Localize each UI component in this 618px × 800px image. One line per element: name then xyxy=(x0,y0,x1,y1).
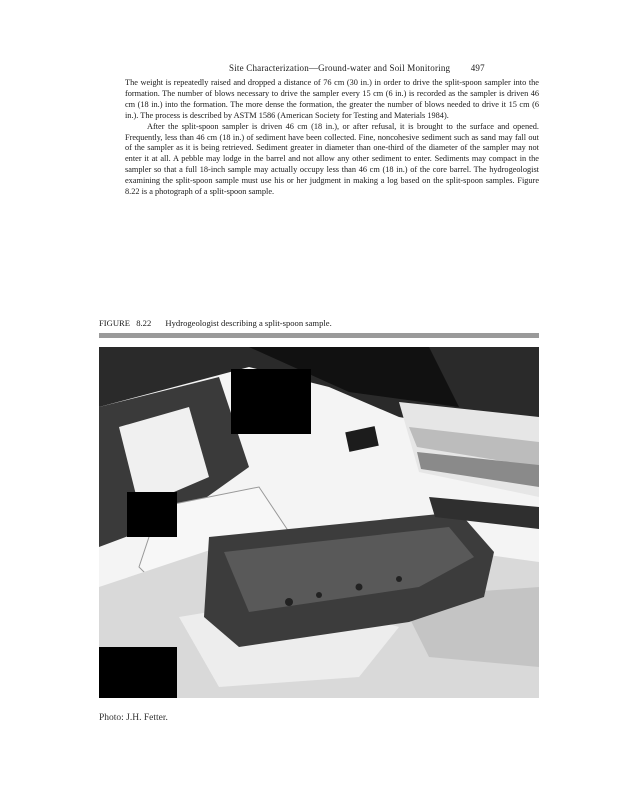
paragraph-1: The weight is repeatedly raised and dropped a distance of 76 cm (30 in.) in order to drive the split-spoon sampler into the formation. The number of blows necessary to drive the sampler every 15 cm (6 in.) is recorded as the sampler is driven 46 cm (18 in.) into the formation. The more dense the formation, the greater the number of blows needed to drive it 15 cm (6 in.). The process is described by ASTM 1586 (American Society for Testing and Materials 1984). xyxy=(125,78,539,120)
figure-label: FIGURE xyxy=(99,318,131,328)
running-title: Site Characterization—Ground-water and Soil Monitoring xyxy=(229,63,451,73)
paragraph-2: After the split-spoon sampler is driven 46 cm (18 in.), or after refusal, it is brought to the surface and opened. Frequently, less than 46 cm (18 in.) of sediment have been collected. Fine, noncohesive sediment such as sand may fall out of the sampler as it is being retrieved. Sediment greater in diameter than one-third of the diameter of the sampler may not enter it at all. A pebble may lodge in the barrel and not allow any other sediment to enter. Sediments may compact in the sampler so that a full 18-inch sample may actually occupy less than 46 cm (18 in.) of the core barrel. The hydrogeologist examining the split-spoon sample must use his or her judgment in making a log based on the split-spoon samples. Figure 8.22 is a photograph of a split-spoon sample. xyxy=(125,121,539,197)
body-text xyxy=(125,78,539,198)
running-header xyxy=(229,63,539,73)
figure-caption xyxy=(99,318,539,328)
photo-illustration xyxy=(99,347,539,698)
page-number: 497 xyxy=(470,63,485,73)
caption-rule xyxy=(99,333,539,338)
figure-caption-text: Hydrogeologist describing a split-spoon sample. xyxy=(165,318,332,328)
figure-number: 8.22 xyxy=(136,318,152,328)
figure-photo xyxy=(99,347,539,698)
photo-credit: Photo: J.H. Fetter. xyxy=(99,713,168,723)
